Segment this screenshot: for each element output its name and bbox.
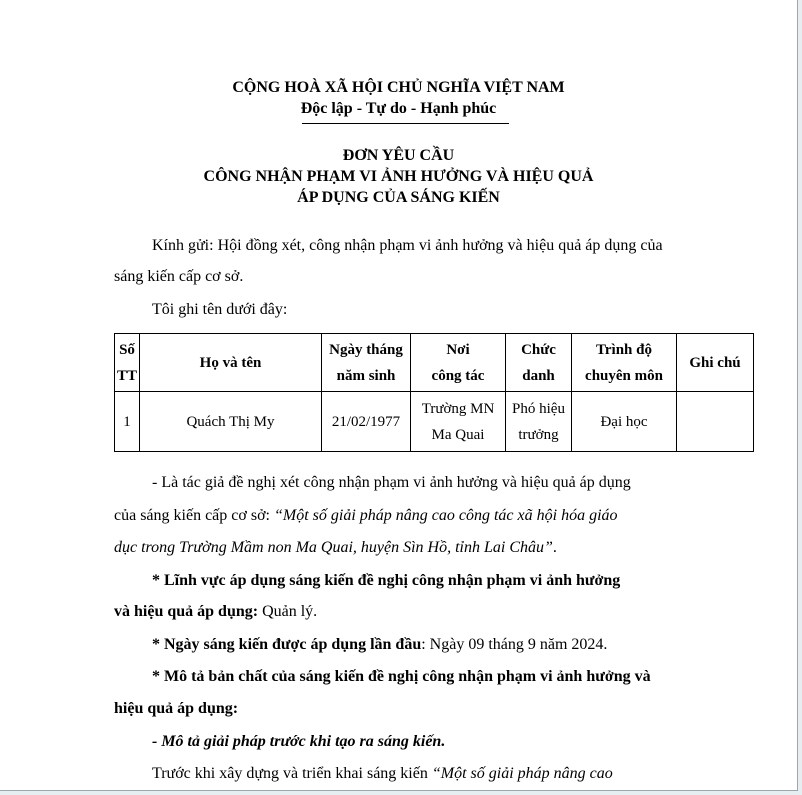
before-heading: - Mô tả giải pháp trước khi tạo ra sáng kiến. (152, 733, 446, 750)
author-line-2: của sáng kiến cấp cơ sở: “Một số giải pháp nâng cao công tác xã hội hóa giáo (114, 507, 618, 524)
author-line-3: dục trong Trường Mầm non Ma Quai, huyện Sìn Hồ, tỉnh Lai Châu”. (114, 539, 557, 556)
table-header-row (115, 334, 754, 392)
author-table (114, 333, 754, 452)
header-workplace: Nơi công tác (411, 334, 506, 392)
motto-underline (302, 123, 509, 124)
title-line-2: CÔNG NHẬN PHẠM VI ẢNH HƯỞNG VÀ HIỆU QUẢ (203, 168, 594, 185)
cell-stt: 1 (115, 392, 140, 452)
header-position: Chức danh (506, 334, 572, 392)
cell-degree: Đại học (572, 392, 677, 452)
field-line-2: và hiệu quả áp dụng: Quản lý. (114, 603, 318, 620)
table-row (115, 392, 754, 452)
nature-line-2: hiệu quả áp dụng: (114, 700, 239, 717)
intro-text: Tôi ghi tên dưới đây: (152, 301, 288, 318)
first-date-line: * Ngày sáng kiến được áp dụng lần đầu: Ngày 09 tháng 9 năm 2024. (152, 636, 608, 653)
greeting-line-2: sáng kiến cấp cơ sở. (114, 268, 244, 285)
greeting-line-1: Kính gửi: Hội đồng xét, công nhận phạm vi ảnh hưởng và hiệu quả áp dụng của (152, 237, 663, 254)
title-line-1: ĐƠN YÊU CẦU (342, 147, 455, 164)
cell-workplace: Trường MN Ma Quai (411, 392, 506, 452)
cell-name: Quách Thị My (140, 392, 322, 452)
header-stt: Số TT (115, 334, 140, 392)
country-name: CỘNG HOÀ XÃ HỘI CHỦ NGHĨA VIỆT NAM (232, 79, 565, 96)
initiative-title-part-1: “Một số giải pháp nâng cao công tác xã hội hóa giáo (273, 507, 618, 524)
header-degree: Trình độ chuyên môn (572, 334, 677, 392)
title-line-3: ÁP DỤNG CỦA SÁNG KIẾN (297, 189, 500, 206)
header-name: Họ và tên (140, 334, 322, 392)
header-dob: Ngày tháng năm sinh (322, 334, 411, 392)
author-line-1: - Là tác giả đề nghị xét công nhận phạm vi ảnh hưởng và hiệu quả áp dụng (152, 474, 631, 491)
field-line-1: * Lĩnh vực áp dụng sáng kiến đề nghị công nhận phạm vi ảnh hưởng (152, 572, 621, 589)
motto: Độc lập - Tự do - Hạnh phúc (300, 100, 497, 117)
cell-position: Phó hiệu trưởng (506, 392, 572, 452)
cell-note (677, 392, 754, 452)
nature-line-1: * Mô tả bản chất của sáng kiến đề nghị công nhận phạm vi ảnh hưởng và (152, 668, 651, 685)
header-note: Ghi chú (677, 334, 754, 392)
last-line: Trước khi xây dựng và triển khai sáng kiến “Một số giải pháp nâng cao (152, 765, 613, 782)
initiative-title-part-2: dục trong Trường Mầm non Ma Quai, huyện Sìn Hồ, tỉnh Lai Châu” (114, 539, 553, 556)
cell-dob: 21/02/1977 (322, 392, 411, 452)
